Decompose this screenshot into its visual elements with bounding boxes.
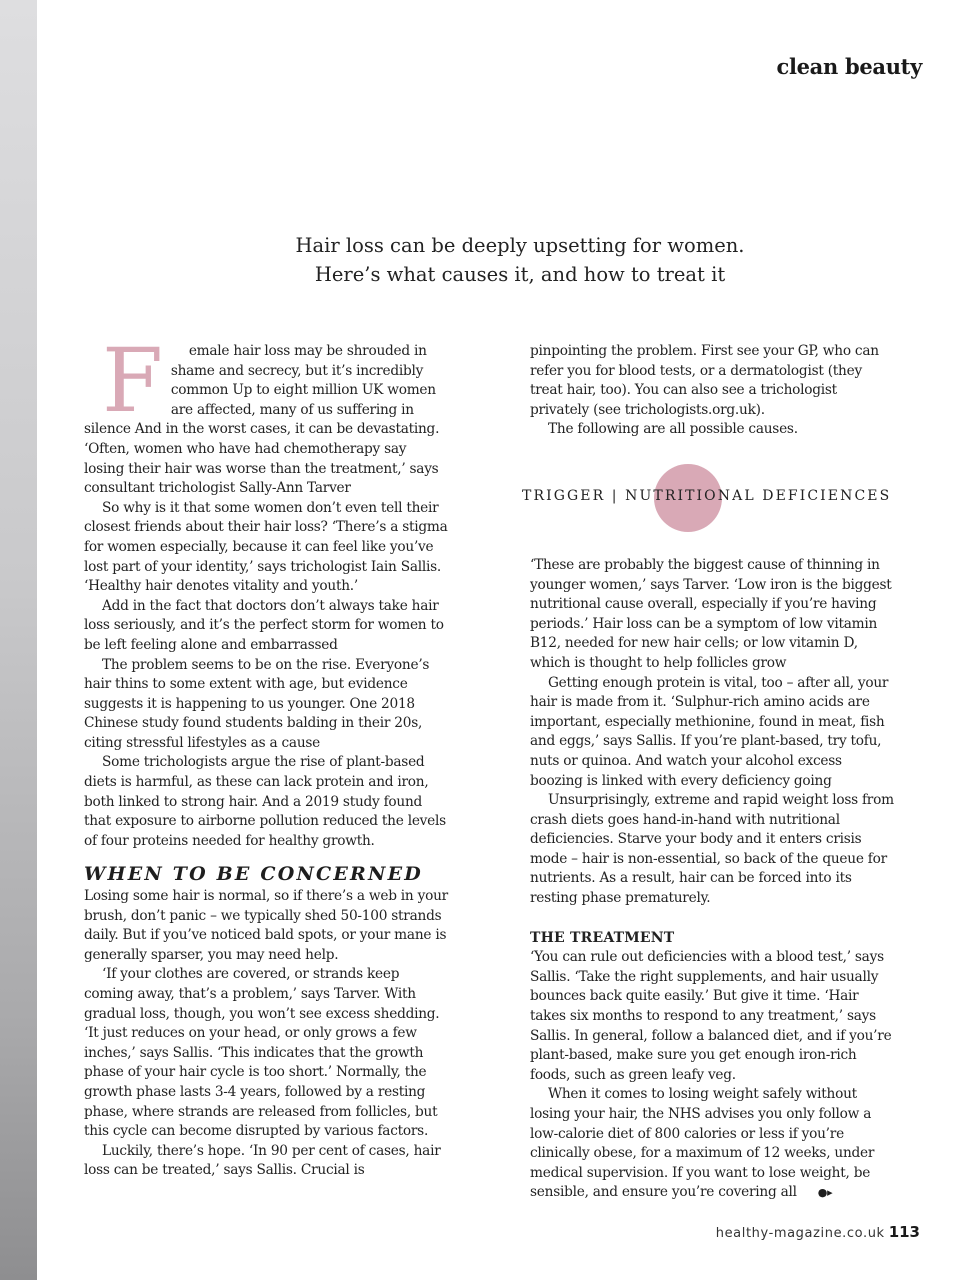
body-paragraph: ‘You can rule out deficiencies with a blood test,’ says Sallis. ‘Take the right supplements, and hair usually bounces back quite easily.’ But give it time. ‘Hair takes six months to respond to any treatment,’ says Sallis. In general, follow a balanced diet, and if you’re plant-based, make sure you get enough iron-rich foods, such as green leafy veg. [530, 949, 892, 1083]
closing-text: When it comes to losing weight safely without losing your hair, the NHS advises you only follow a low-calorie diet of 800 calories or less if you’re clinically obese, for a maximum of 12 weeks, under medical supervision. If you want to lose weight, be sensible, and ensure you’re covering all [530, 1086, 875, 1201]
page-number: 113 [888, 1223, 920, 1241]
body-paragraph: ‘If your clothes are covered, or strands keep coming away, that’s a problem,’ says Tarver. With gradual loss, though, you won’t see excess shedding. ‘It just reduces on your head, or only grows a few inches,’ says Sallis. ‘This indicates that the growth phase of your hair cycle is too short.’ Normally, the growth phase lasts 3-4 years, followed by a resting phase, where strands are released from follicles, but this cycle can become disrupted by various factors. [84, 966, 440, 1140]
body-paragraph: pinpointing the problem. First see your GP, who can refer you for blood tests, or a dermatologist (they treat hair, too). You can also see a trichologist privately (see trichologists.org.uk). [530, 343, 879, 418]
body-paragraph: Add in the fact that doctors don’t always take hair loss seriously, and it’s the perfect storm for women to be left feeling alone and embarrassed [84, 597, 444, 653]
body-paragraph: The following are all possible causes. [548, 421, 798, 438]
trigger-heading: TRIGGER | NUTRITIONAL DEFICIENCES [522, 487, 892, 504]
body-paragraph: The problem seems to be on the rise. Everyone’s hair thins to some extent with age, but evidence suggests it is happening to us younger. One 2018 Chinese study found students balding in their 20s, citing stressful lifestyles as a cause [84, 656, 430, 751]
intro-paragraph [84, 329, 450, 499]
body-paragraph: Getting enough protein is vital, too – after all, your hair is made from it. ‘Sulphur-rich amino acids are important, especially methionine, found in meat, fish and eggs,’ says Sallis. If you’re plant-based, try tofu, nuts or quinoa. And watch your alcohol excess boozing is linked with every deficiency going [530, 674, 889, 789]
page-spine-shadow [0, 0, 37, 1280]
body-paragraph: Luckily, there’s hope. ‘In 90 per cent of cases, hair loss can be treated,’ says Sallis. Crucial is [84, 1142, 441, 1179]
footer-site: healthy-magazine.co.uk [715, 1226, 885, 1241]
standfirst-line-2: Here’s what causes it, and how to treat it [314, 263, 726, 286]
body-paragraph [530, 1085, 898, 1203]
standfirst [180, 231, 860, 289]
continue-arrow-icon: ●▸ [817, 1186, 833, 1200]
subhead-when-to-be-concerned: WHEN TO BE CONCERNED [84, 863, 423, 886]
drop-cap: F [102, 329, 163, 432]
body-paragraph: Some trichologists argue the rise of plant-based diets is harmful, as these can lack protein and iron, both linked to strong hair. And a 2019 study found that exposure to airborne pollution reduced the levels of four proteins needed for healthy growth. [84, 754, 446, 849]
intro-text: emale hair loss may be shrouded in shame and secrecy, but it’s incredibly common Up to eight million UK women are affected, many of us suffering in silence And in the worst cases, it can be devastating. ‘Often, women who have had chemotherapy say losing their hair was worse than the treatment,’ says consultant trichologist Sally-Ann Tarver [84, 343, 440, 497]
right-column [522, 342, 898, 1203]
left-column [84, 329, 450, 1181]
page-footer [716, 1223, 920, 1241]
body-paragraph: So why is it that some women don’t even tell their closest friends about their hair loss? ‘There’s a stigma for women especially, because it can feel like you’ve lost part of your identity,’ says trichologist Iain Sallis. ‘Healthy hair denotes vitality and youth.’ [84, 499, 448, 595]
body-paragraph: Unsurprisingly, extreme and rapid weight loss from crash diets goes hand-in-hand with nutritional deficiencies. Starve your body and it enters crisis mode – hair is non-essential, so back of the queue for nutrients. As a result, hair can be forced into its resting phase prematurely. [530, 792, 894, 907]
body-paragraph: Losing some hair is normal, so if there’s a web in your brush, don’t panic – we typically shed 50-100 strands daily. But if you’ve noticed bald spots, or your mane is generally sparser, you may need help. [84, 888, 448, 963]
trigger-heading-block [522, 440, 898, 556]
section-label: clean beauty [776, 54, 922, 79]
subhead-the-treatment: THE TREATMENT [530, 929, 675, 946]
body-paragraph: ‘These are probably the biggest cause of thinning in younger women,’ says Tarver. ‘Low iron is the biggest nutritional cause overall, especially if you’re having periods.’ Hair loss can be a symptom of low vitamin B12, needed for new hair cells; or low vitamin D, which is thought to help follicles grow [530, 556, 892, 671]
standfirst-line-1: Hair loss can be deeply upsetting for women. [295, 234, 745, 257]
